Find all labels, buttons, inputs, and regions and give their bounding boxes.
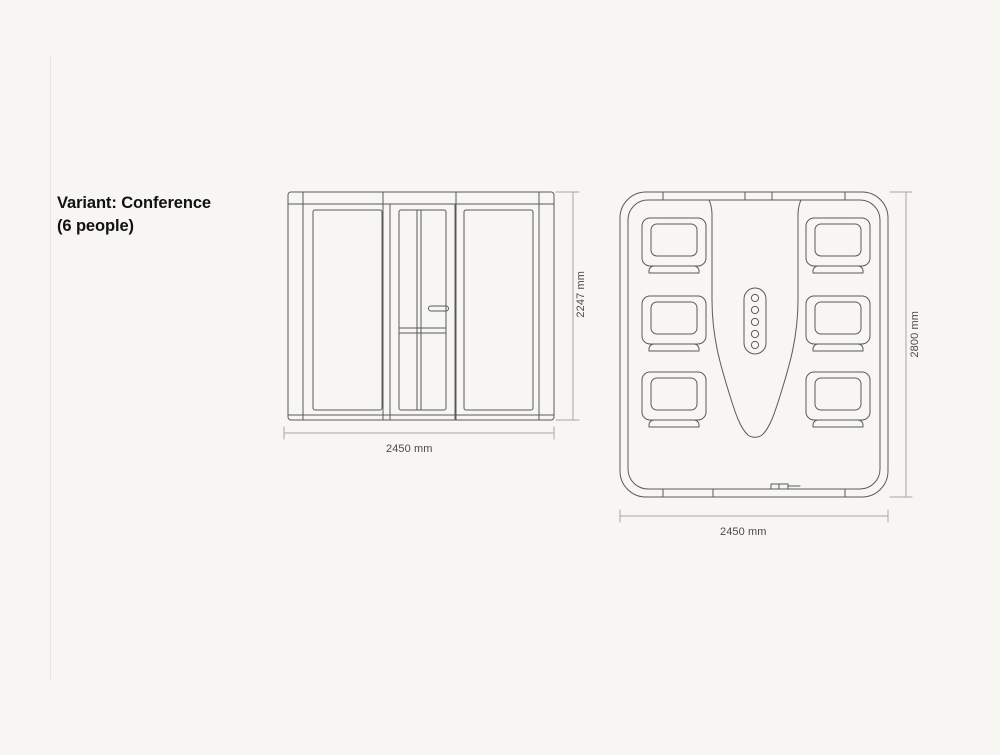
power-module-port-2 [751,306,758,313]
variant-title-line2: (6 people) [57,217,134,236]
power-module-port-5 [751,341,758,348]
floor-plan-group [620,192,888,497]
seat-left-middle [642,296,706,351]
plan-dimension-lines [620,192,912,522]
layout-guide-rule [50,55,51,680]
pod-plan-outer [620,192,888,497]
seat-right-middle [806,296,870,351]
door-handle [429,306,449,311]
door-glass [399,210,446,410]
front-width-dimension-label: 2450 mm [386,443,433,455]
plan-width-dimension-label: 2450 mm [720,526,767,538]
plan-door-leaf [771,484,788,489]
variant-title-line1: Variant: Conference [57,194,211,212]
pod-plan-inner [628,200,880,489]
power-module [744,288,766,354]
front-elevation-group [288,192,554,420]
power-module-port-3 [751,318,758,325]
glass-panel-right [464,210,533,410]
front-height-dimension-label: 2247 mm [575,271,587,318]
variant-title [57,192,287,239]
seat-right-top [806,218,870,273]
seat-right-bottom [806,372,870,427]
door-frame [390,204,455,420]
seat-left-top [642,218,706,273]
plan-height-dimension-label: 2800 mm [909,311,921,358]
front-dimension-lines [284,192,579,439]
seat-left-bottom [642,372,706,427]
power-module-port-1 [751,294,758,301]
conference-table [709,200,801,437]
glass-panel-left [313,210,382,410]
pod-outer-frame [288,192,554,420]
power-module-port-4 [751,330,758,337]
